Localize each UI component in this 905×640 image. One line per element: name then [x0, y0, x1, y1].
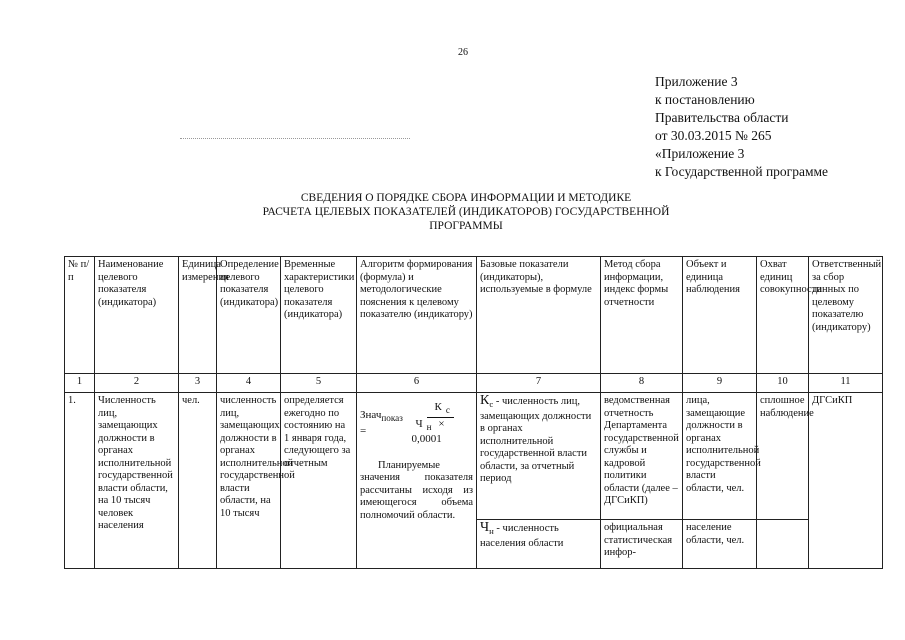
header-cell: Наименование целевого показателя (индикатора) — [95, 257, 179, 374]
coverage-empty — [757, 520, 809, 569]
formula: Знач$_{показ}$ = $\frac{К _с}{Ч _н \times 0,0001}$ — [360, 401, 473, 446]
page-number: 26 — [458, 47, 468, 58]
base1-symbol: К — [480, 393, 490, 408]
appendix-line: «Приложение 3 — [655, 146, 745, 161]
title-line: СВЕДЕНИЯ О ПОРЯДКЕ СБОРА ИНФОРМАЦИИ И МЕТОДИКЕ — [300, 192, 632, 204]
appendix-line: Приложение 3 — [655, 74, 738, 89]
formula-numerator: К — [434, 401, 442, 413]
formula-fraction — [408, 401, 474, 446]
method-1: ведомственная отчетность Департамента государственной службы и кадровой политики области (далее – ДГСиКП) — [601, 393, 683, 520]
header-cell: Алгоритм формирования (формула) и методологические пояснения к целевому показателю (индикатору) — [357, 257, 477, 374]
column-number: 7 — [477, 374, 601, 393]
object-1: лица, замещающие должности в органах исполнительной государственной власти области, чел. — [683, 393, 757, 520]
formula-denominator-tail: × 0,0001 — [411, 417, 445, 446]
base1-sub: с — [489, 399, 494, 410]
title-line: ПРОГРАММЫ — [429, 220, 503, 232]
header-cell: Ответственный за сбор данных по целевому показателю (индикатору) — [809, 257, 883, 374]
coverage: сплошное наблюдение — [757, 393, 809, 520]
appendix-block — [655, 73, 828, 181]
formula-note: Планируемые значения показателя рассчитаны исходя из имеющегося объема полномочий области. — [360, 459, 473, 521]
header-cell: Объект и единица наблюдения — [683, 257, 757, 374]
column-number: 4 — [217, 374, 281, 393]
column-number-row — [65, 374, 883, 393]
column-number: 2 — [95, 374, 179, 393]
appendix-line: Правительства области — [655, 110, 789, 125]
base-indicator-1 — [477, 393, 601, 520]
base-indicator-2 — [477, 520, 601, 569]
formula-numerator-sub: с — [445, 405, 450, 416]
object-2: население области, чел. — [683, 520, 757, 569]
indicator-definition: численность лиц, замещающих должности в органах исполнительной государственной власти области, на 10 тысяч — [217, 393, 281, 569]
indicator-name: Численность лиц, замещающих должности в органах исполнительной государственной власти области, на 10 тысяч человек населения — [95, 393, 179, 569]
column-number: 10 — [757, 374, 809, 393]
column-number: 5 — [281, 374, 357, 393]
column-number: 3 — [179, 374, 217, 393]
table-row — [65, 393, 883, 520]
column-number: 11 — [809, 374, 883, 393]
indicators-table — [64, 256, 883, 569]
scan-artifact — [180, 138, 410, 140]
formula-lhs-sub: показ — [381, 413, 403, 424]
header-cell: Метод сбора информации, индекс формы отчетности — [601, 257, 683, 374]
formula-denominator: Ч — [415, 417, 423, 430]
formula-denominator-sub: н — [426, 421, 432, 432]
method-2: официальная статистическая инфор- — [601, 520, 683, 569]
base1-text: - численность лиц, замещающих должности в органах исполнительной государственной власти области, за отчетный период — [480, 396, 592, 485]
title-line: РАСЧЕТА ЦЕЛЕВЫХ ПОКАЗАТЕЛЕЙ (ИНДИКАТОРОВ) ГОСУДАРСТВЕННОЙ — [262, 206, 670, 218]
header-cell: Временные характеристики целевого показателя (индикатора) — [281, 257, 357, 374]
formula-lhs: Знач — [360, 409, 382, 422]
header-cell: Единица измерения — [179, 257, 217, 374]
appendix-line: от 30.03.2015 № 265 — [655, 128, 772, 143]
header-cell: № п/п — [65, 257, 95, 374]
appendix-line: к Государственной программе — [655, 164, 829, 179]
appendix-line: к постановлению — [655, 92, 755, 107]
base2-symbol: Ч — [480, 520, 490, 535]
row-number: 1. — [65, 393, 95, 569]
header-cell: Базовые показатели (индикаторы), используемые в формуле — [477, 257, 601, 374]
column-number: 9 — [683, 374, 757, 393]
base2-text: - численность населения области — [480, 523, 564, 549]
header-cell: Охват единиц совокупности — [757, 257, 809, 374]
column-number: 6 — [357, 374, 477, 393]
table-header-row — [65, 257, 883, 374]
header-cell: Определение целевого показателя (индикатора) — [217, 257, 281, 374]
base2-sub: н — [489, 526, 494, 537]
indicator-unit: чел. — [179, 393, 217, 569]
formula-cell — [357, 393, 477, 569]
document-title — [196, 191, 736, 233]
indicator-timing: определяется ежегодно по состоянию на 1 января года, следующего за отчетным — [281, 393, 357, 569]
column-number: 1 — [65, 374, 95, 393]
column-number: 8 — [601, 374, 683, 393]
responsible: ДГСиКП — [809, 393, 883, 569]
